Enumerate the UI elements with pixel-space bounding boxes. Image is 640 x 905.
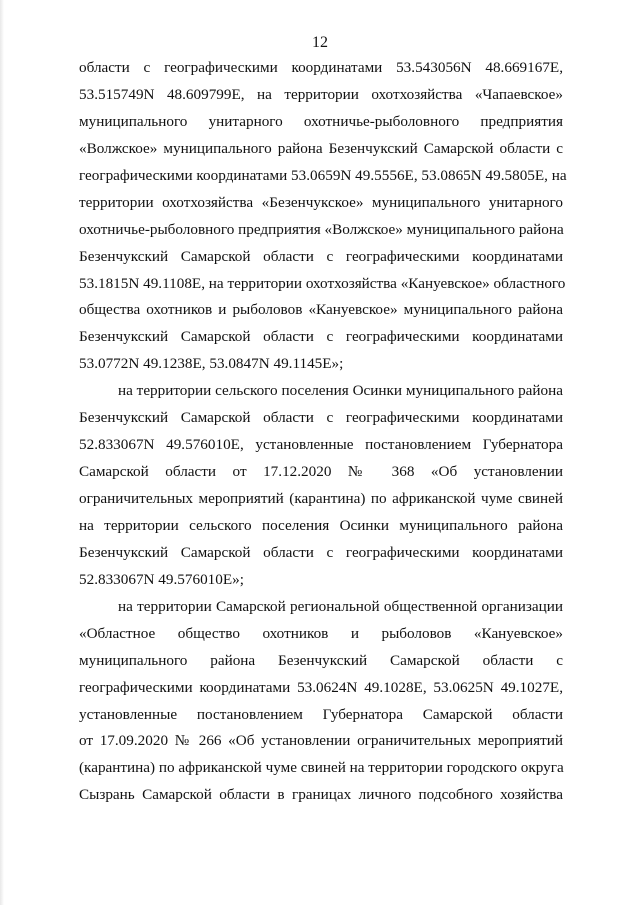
text-line: области с географическими координатами 53.543056N 48.669167E, xyxy=(79,59,563,76)
text-line: (карантина) по африканской чуме свиней на территории городского округа xyxy=(79,759,564,777)
text-line: «Областное общество охотников и рыболовов «Кануевское» xyxy=(79,624,563,642)
text-line: 52.833067N 49.576010E»; xyxy=(79,570,244,588)
text-line: Безенчукский Самарской области с географическими координатами xyxy=(79,247,563,265)
scan-edge-shadow xyxy=(0,0,4,905)
text-line: охотничье-рыболовного предприятия «Волжское» муниципального района xyxy=(79,220,564,238)
text-line: географическими координатами 53.0624N 49.1028E, 53.0625N 49.1027E, xyxy=(79,678,563,696)
text-line: Безенчукский Самарской области с географическими координатами xyxy=(79,543,563,561)
text-line: 52.833067N 49.576010E, установленные постановлением Губернатора xyxy=(79,436,563,454)
text-line: муниципального унитарного охотничье-рыболовного предприятия xyxy=(79,112,563,130)
text-line: 53.515749N 48.609799E, на территории охотхозяйства «Чапаевское» xyxy=(79,85,563,103)
text-line: Самарской области от 17.12.2020 № 368 «Об установлении xyxy=(79,463,563,481)
text-line: от 17.09.2020 № 266 «Об установлении ограничительных мероприятий xyxy=(79,732,563,750)
text-line: территории охотхозяйства «Безенчукское» муниципального унитарного xyxy=(79,193,563,211)
text-line: установленные постановлением Губернатора Самарской области xyxy=(79,705,563,723)
text-line: ограничительных мероприятий (карантина) по африканской чуме свиней xyxy=(79,490,563,507)
text-line: муниципального района Безенчукский Самарской области с xyxy=(79,651,563,669)
document-body xyxy=(79,57,567,811)
text-line: 53.1815N 49.1108E, на территории охотхозяйства «Кануевское» областного xyxy=(79,274,566,292)
text-line: «Волжское» муниципального района Безенчукский Самарской области с xyxy=(79,139,563,157)
text-line: Безенчукский Самарской области с географическими координатами xyxy=(79,328,563,346)
text-line: Безенчукский Самарской области с географическими координатами xyxy=(79,409,563,427)
text-line: географическими координатами 53.0659N 49.5556E, 53.0865N 49.5805E, на xyxy=(79,166,567,184)
text-line: на территории сельского поселения Осинки муниципального района xyxy=(79,516,563,534)
paragraph-first-line: на территории сельского поселения Осинки муниципального района xyxy=(118,382,563,400)
page-number: 12 xyxy=(312,34,328,51)
text-line: общества охотников и рыболовов «Кануевское» муниципального района xyxy=(79,301,563,319)
text-line: 53.0772N 49.1238E, 53.0847N 49.1145E»; xyxy=(79,355,344,373)
paragraph-first-line: на территории Самарской региональной общественной организации xyxy=(118,597,563,615)
text-line: Сызрань Самарской области в границах личного подсобного хозяйства xyxy=(79,786,563,804)
